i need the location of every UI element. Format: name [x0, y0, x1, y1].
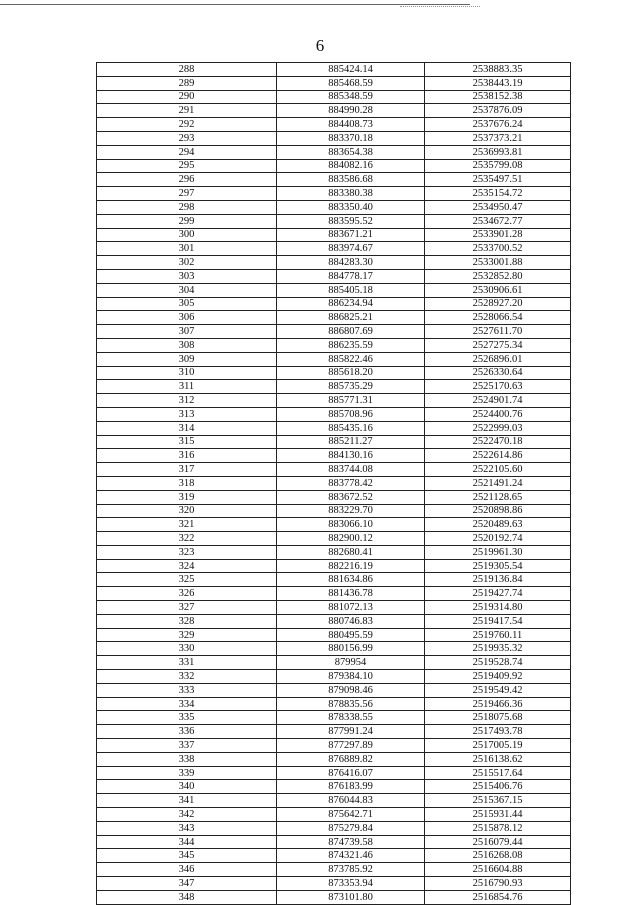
y-coordinate-cell: 2518075.68	[425, 711, 571, 725]
y-coordinate-cell: 2519136.84	[425, 573, 571, 587]
table-row	[97, 256, 571, 270]
point-number-cell: 305	[97, 297, 277, 311]
x-coordinate-cell: 883671.21	[277, 228, 425, 242]
table-row	[97, 711, 571, 725]
x-coordinate-cell: 877991.24	[277, 725, 425, 739]
table-row	[97, 504, 571, 518]
table-row	[97, 518, 571, 532]
x-coordinate-cell: 885211.27	[277, 435, 425, 449]
y-coordinate-cell: 2522614.86	[425, 449, 571, 463]
y-coordinate-cell: 2532852.80	[425, 269, 571, 283]
x-coordinate-cell: 883370.18	[277, 131, 425, 145]
x-coordinate-cell: 885435.16	[277, 421, 425, 435]
table-row	[97, 311, 571, 325]
table-row	[97, 725, 571, 739]
y-coordinate-cell: 2517493.78	[425, 725, 571, 739]
x-coordinate-cell: 876183.99	[277, 780, 425, 794]
coordinates-table-body	[97, 63, 571, 905]
table-row	[97, 642, 571, 656]
x-coordinate-cell: 882900.12	[277, 532, 425, 546]
point-number-cell: 300	[97, 228, 277, 242]
table-row	[97, 200, 571, 214]
table-row	[97, 794, 571, 808]
y-coordinate-cell: 2519760.11	[425, 628, 571, 642]
point-number-cell: 312	[97, 394, 277, 408]
x-coordinate-cell: 883744.08	[277, 463, 425, 477]
x-coordinate-cell: 878338.55	[277, 711, 425, 725]
table-row	[97, 808, 571, 822]
table-row	[97, 752, 571, 766]
y-coordinate-cell: 2520489.63	[425, 518, 571, 532]
table-row	[97, 394, 571, 408]
point-number-cell: 306	[97, 311, 277, 325]
point-number-cell: 293	[97, 131, 277, 145]
point-number-cell: 335	[97, 711, 277, 725]
y-coordinate-cell: 2533700.52	[425, 242, 571, 256]
point-number-cell: 321	[97, 518, 277, 532]
y-coordinate-cell: 2520192.74	[425, 532, 571, 546]
y-coordinate-cell: 2516079.44	[425, 835, 571, 849]
x-coordinate-cell: 881436.78	[277, 587, 425, 601]
x-coordinate-cell: 879098.46	[277, 683, 425, 697]
x-coordinate-cell: 883778.42	[277, 476, 425, 490]
point-number-cell: 298	[97, 200, 277, 214]
y-coordinate-cell: 2521491.24	[425, 476, 571, 490]
table-row	[97, 628, 571, 642]
table-row	[97, 863, 571, 877]
table-row	[97, 559, 571, 573]
point-number-cell: 345	[97, 849, 277, 863]
table-row	[97, 435, 571, 449]
table-row	[97, 131, 571, 145]
table-row	[97, 821, 571, 835]
x-coordinate-cell: 883380.38	[277, 187, 425, 201]
point-number-cell: 294	[97, 145, 277, 159]
x-coordinate-cell: 875279.84	[277, 821, 425, 835]
table-row	[97, 490, 571, 504]
point-number-cell: 336	[97, 725, 277, 739]
y-coordinate-cell: 2537373.21	[425, 131, 571, 145]
y-coordinate-cell: 2533901.28	[425, 228, 571, 242]
x-coordinate-cell: 886234.94	[277, 297, 425, 311]
point-number-cell: 289	[97, 76, 277, 90]
point-number-cell: 302	[97, 256, 277, 270]
point-number-cell: 296	[97, 173, 277, 187]
y-coordinate-cell: 2528927.20	[425, 297, 571, 311]
point-number-cell: 316	[97, 449, 277, 463]
x-coordinate-cell: 882216.19	[277, 559, 425, 573]
point-number-cell: 288	[97, 63, 277, 77]
x-coordinate-cell: 876416.07	[277, 766, 425, 780]
table-row	[97, 877, 571, 891]
table-row	[97, 601, 571, 615]
y-coordinate-cell: 2519528.74	[425, 656, 571, 670]
y-coordinate-cell: 2535799.08	[425, 159, 571, 173]
point-number-cell: 297	[97, 187, 277, 201]
table-row	[97, 145, 571, 159]
y-coordinate-cell: 2519935.32	[425, 642, 571, 656]
point-number-cell: 304	[97, 283, 277, 297]
y-coordinate-cell: 2524901.74	[425, 394, 571, 408]
table-row	[97, 421, 571, 435]
x-coordinate-cell: 884408.73	[277, 118, 425, 132]
x-coordinate-cell: 886807.69	[277, 325, 425, 339]
point-number-cell: 307	[97, 325, 277, 339]
point-number-cell: 346	[97, 863, 277, 877]
x-coordinate-cell: 884082.16	[277, 159, 425, 173]
x-coordinate-cell: 873101.80	[277, 890, 425, 904]
y-coordinate-cell: 2520898.86	[425, 504, 571, 518]
y-coordinate-cell: 2515931.44	[425, 808, 571, 822]
point-number-cell: 317	[97, 463, 277, 477]
coordinates-table	[96, 62, 571, 905]
y-coordinate-cell: 2537676.24	[425, 118, 571, 132]
table-row	[97, 90, 571, 104]
y-coordinate-cell: 2533001.88	[425, 256, 571, 270]
x-coordinate-cell: 886825.21	[277, 311, 425, 325]
table-row	[97, 849, 571, 863]
point-number-cell: 290	[97, 90, 277, 104]
point-number-cell: 348	[97, 890, 277, 904]
y-coordinate-cell: 2537876.09	[425, 104, 571, 118]
table-row	[97, 159, 571, 173]
point-number-cell: 311	[97, 380, 277, 394]
y-coordinate-cell: 2519466.36	[425, 697, 571, 711]
x-coordinate-cell: 882680.41	[277, 545, 425, 559]
point-number-cell: 325	[97, 573, 277, 587]
point-number-cell: 303	[97, 269, 277, 283]
table-row	[97, 476, 571, 490]
x-coordinate-cell: 883229.70	[277, 504, 425, 518]
y-coordinate-cell: 2519314.80	[425, 601, 571, 615]
table-row	[97, 325, 571, 339]
x-coordinate-cell: 886235.59	[277, 338, 425, 352]
y-coordinate-cell: 2515367.15	[425, 794, 571, 808]
x-coordinate-cell: 881634.86	[277, 573, 425, 587]
x-coordinate-cell: 884130.16	[277, 449, 425, 463]
point-number-cell: 313	[97, 407, 277, 421]
y-coordinate-cell: 2538883.35	[425, 63, 571, 77]
x-coordinate-cell: 880156.99	[277, 642, 425, 656]
y-coordinate-cell: 2534672.77	[425, 214, 571, 228]
point-number-cell: 291	[97, 104, 277, 118]
x-coordinate-cell: 883066.10	[277, 518, 425, 532]
table-row	[97, 407, 571, 421]
point-number-cell: 330	[97, 642, 277, 656]
table-row	[97, 739, 571, 753]
x-coordinate-cell: 883586.68	[277, 173, 425, 187]
y-coordinate-cell: 2538152.38	[425, 90, 571, 104]
point-number-cell: 334	[97, 697, 277, 711]
point-number-cell: 292	[97, 118, 277, 132]
table-row	[97, 173, 571, 187]
table-row	[97, 187, 571, 201]
y-coordinate-cell: 2535154.72	[425, 187, 571, 201]
table-row	[97, 656, 571, 670]
x-coordinate-cell: 884990.28	[277, 104, 425, 118]
point-number-cell: 324	[97, 559, 277, 573]
x-coordinate-cell: 873785.92	[277, 863, 425, 877]
x-coordinate-cell: 883595.52	[277, 214, 425, 228]
x-coordinate-cell: 883654.38	[277, 145, 425, 159]
table-row	[97, 118, 571, 132]
x-coordinate-cell: 883672.52	[277, 490, 425, 504]
y-coordinate-cell: 2522999.03	[425, 421, 571, 435]
y-coordinate-cell: 2522105.60	[425, 463, 571, 477]
point-number-cell: 315	[97, 435, 277, 449]
y-coordinate-cell: 2530906.61	[425, 283, 571, 297]
y-coordinate-cell: 2519305.54	[425, 559, 571, 573]
x-coordinate-cell: 884778.17	[277, 269, 425, 283]
top-rule	[0, 4, 470, 5]
table-row	[97, 835, 571, 849]
x-coordinate-cell: 878835.56	[277, 697, 425, 711]
table-row	[97, 780, 571, 794]
y-coordinate-cell: 2526896.01	[425, 352, 571, 366]
table-row	[97, 766, 571, 780]
y-coordinate-cell: 2519417.54	[425, 614, 571, 628]
y-coordinate-cell: 2516790.93	[425, 877, 571, 891]
page-number: 6	[315, 36, 325, 55]
point-number-cell: 327	[97, 601, 277, 615]
y-coordinate-cell: 2516604.88	[425, 863, 571, 877]
point-number-cell: 328	[97, 614, 277, 628]
table-row	[97, 366, 571, 380]
point-number-cell: 340	[97, 780, 277, 794]
top-dotted-rule	[400, 6, 480, 7]
y-coordinate-cell: 2515517.64	[425, 766, 571, 780]
y-coordinate-cell: 2536993.81	[425, 145, 571, 159]
table-row	[97, 380, 571, 394]
x-coordinate-cell: 879954	[277, 656, 425, 670]
table-row	[97, 297, 571, 311]
y-coordinate-cell: 2519961.30	[425, 545, 571, 559]
x-coordinate-cell: 885468.59	[277, 76, 425, 90]
x-coordinate-cell: 874321.46	[277, 849, 425, 863]
point-number-cell: 338	[97, 752, 277, 766]
x-coordinate-cell: 881072.13	[277, 601, 425, 615]
y-coordinate-cell: 2519427.74	[425, 587, 571, 601]
table-row	[97, 463, 571, 477]
x-coordinate-cell: 884283.30	[277, 256, 425, 270]
point-number-cell: 337	[97, 739, 277, 753]
table-row	[97, 352, 571, 366]
y-coordinate-cell: 2515406.76	[425, 780, 571, 794]
y-coordinate-cell: 2525170.63	[425, 380, 571, 394]
point-number-cell: 326	[97, 587, 277, 601]
table-row	[97, 269, 571, 283]
point-number-cell: 309	[97, 352, 277, 366]
y-coordinate-cell: 2528066.54	[425, 311, 571, 325]
table-row	[97, 890, 571, 904]
table-row	[97, 214, 571, 228]
x-coordinate-cell: 885348.59	[277, 90, 425, 104]
x-coordinate-cell: 874739.58	[277, 835, 425, 849]
y-coordinate-cell: 2516854.76	[425, 890, 571, 904]
x-coordinate-cell: 877297.89	[277, 739, 425, 753]
x-coordinate-cell: 876044.83	[277, 794, 425, 808]
point-number-cell: 342	[97, 808, 277, 822]
point-number-cell: 332	[97, 670, 277, 684]
x-coordinate-cell: 885405.18	[277, 283, 425, 297]
point-number-cell: 314	[97, 421, 277, 435]
table-row	[97, 532, 571, 546]
y-coordinate-cell: 2527275.34	[425, 338, 571, 352]
table-row	[97, 683, 571, 697]
table-row	[97, 283, 571, 297]
y-coordinate-cell: 2516268.08	[425, 849, 571, 863]
x-coordinate-cell: 885822.46	[277, 352, 425, 366]
point-number-cell: 320	[97, 504, 277, 518]
x-coordinate-cell: 880746.83	[277, 614, 425, 628]
point-number-cell: 341	[97, 794, 277, 808]
table-row	[97, 614, 571, 628]
table-row	[97, 449, 571, 463]
y-coordinate-cell: 2527611.70	[425, 325, 571, 339]
point-number-cell: 331	[97, 656, 277, 670]
x-coordinate-cell: 883350.40	[277, 200, 425, 214]
y-coordinate-cell: 2521128.65	[425, 490, 571, 504]
table-row	[97, 104, 571, 118]
point-number-cell: 339	[97, 766, 277, 780]
y-coordinate-cell: 2522470.18	[425, 435, 571, 449]
point-number-cell: 310	[97, 366, 277, 380]
y-coordinate-cell: 2519409.92	[425, 670, 571, 684]
x-coordinate-cell: 883974.67	[277, 242, 425, 256]
point-number-cell: 318	[97, 476, 277, 490]
x-coordinate-cell: 879384.10	[277, 670, 425, 684]
y-coordinate-cell: 2535497.51	[425, 173, 571, 187]
x-coordinate-cell: 880495.59	[277, 628, 425, 642]
point-number-cell: 323	[97, 545, 277, 559]
table-row	[97, 228, 571, 242]
point-number-cell: 347	[97, 877, 277, 891]
point-number-cell: 299	[97, 214, 277, 228]
point-number-cell: 301	[97, 242, 277, 256]
point-number-cell: 322	[97, 532, 277, 546]
x-coordinate-cell: 885618.20	[277, 366, 425, 380]
table-row	[97, 587, 571, 601]
x-coordinate-cell: 885424.14	[277, 63, 425, 77]
point-number-cell: 295	[97, 159, 277, 173]
y-coordinate-cell: 2517005.19	[425, 739, 571, 753]
table-row	[97, 573, 571, 587]
table-row	[97, 242, 571, 256]
point-number-cell: 329	[97, 628, 277, 642]
table-row	[97, 63, 571, 77]
table-row	[97, 76, 571, 90]
x-coordinate-cell: 885771.31	[277, 394, 425, 408]
table-row	[97, 670, 571, 684]
point-number-cell: 319	[97, 490, 277, 504]
y-coordinate-cell: 2526330.64	[425, 366, 571, 380]
y-coordinate-cell: 2534950.47	[425, 200, 571, 214]
x-coordinate-cell: 873353.94	[277, 877, 425, 891]
point-number-cell: 344	[97, 835, 277, 849]
table-row	[97, 697, 571, 711]
x-coordinate-cell: 876889.82	[277, 752, 425, 766]
y-coordinate-cell: 2515878.12	[425, 821, 571, 835]
x-coordinate-cell: 885735.29	[277, 380, 425, 394]
table-row	[97, 545, 571, 559]
point-number-cell: 333	[97, 683, 277, 697]
point-number-cell: 343	[97, 821, 277, 835]
x-coordinate-cell: 875642.71	[277, 808, 425, 822]
y-coordinate-cell: 2524400.76	[425, 407, 571, 421]
y-coordinate-cell: 2516138.62	[425, 752, 571, 766]
x-coordinate-cell: 885708.96	[277, 407, 425, 421]
point-number-cell: 308	[97, 338, 277, 352]
table-row	[97, 338, 571, 352]
y-coordinate-cell: 2538443.19	[425, 76, 571, 90]
y-coordinate-cell: 2519549.42	[425, 683, 571, 697]
